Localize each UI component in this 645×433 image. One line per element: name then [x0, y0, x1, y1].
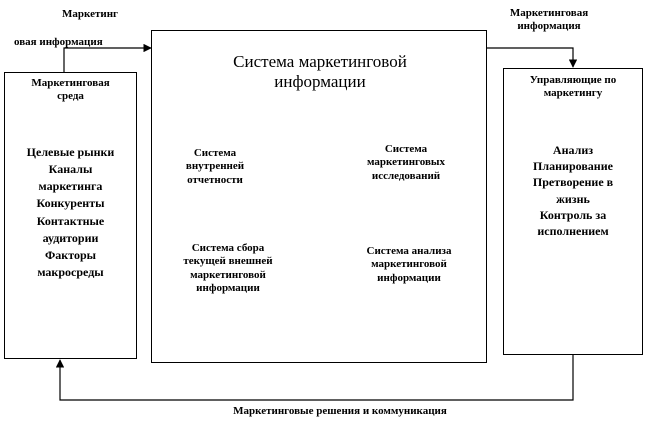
- marketing-intelligence-system: Система сбора текущей внешней маркетинговой информации: [183, 242, 273, 295]
- flow-label-bottom: Маркетинговые решения и коммуникация: [233, 405, 447, 417]
- marketing-environment-title: Маркетинговая среда: [31, 77, 110, 103]
- marketing-managers-title: Управляющие по маркетингу: [529, 74, 617, 100]
- flow-left-to-center: [64, 48, 151, 72]
- flow-label-left-2: овая информация: [14, 36, 103, 48]
- marketing-research-system: Система маркетинговых исследований: [366, 143, 446, 182]
- mis-title: Система маркетинговой информации: [233, 52, 407, 91]
- marketing-managers-items: Анализ Планирование Претворение в жизнь Контроль за исполнением: [532, 143, 614, 238]
- flow-label-right: Маркетинговая информация: [509, 7, 589, 33]
- internal-reporting-system: Система внутренней отчетности: [185, 147, 245, 186]
- marketing-analysis-system: Система анализа маркетинговой информации: [366, 245, 452, 284]
- marketing-environment-items: Целевые рынки Каналы маркетинга Конкуренты Контактные аудитории Факторы макросреды: [26, 145, 115, 280]
- flow-label-left-1: Маркетинг: [62, 8, 119, 20]
- flow-center-to-right: [487, 48, 573, 67]
